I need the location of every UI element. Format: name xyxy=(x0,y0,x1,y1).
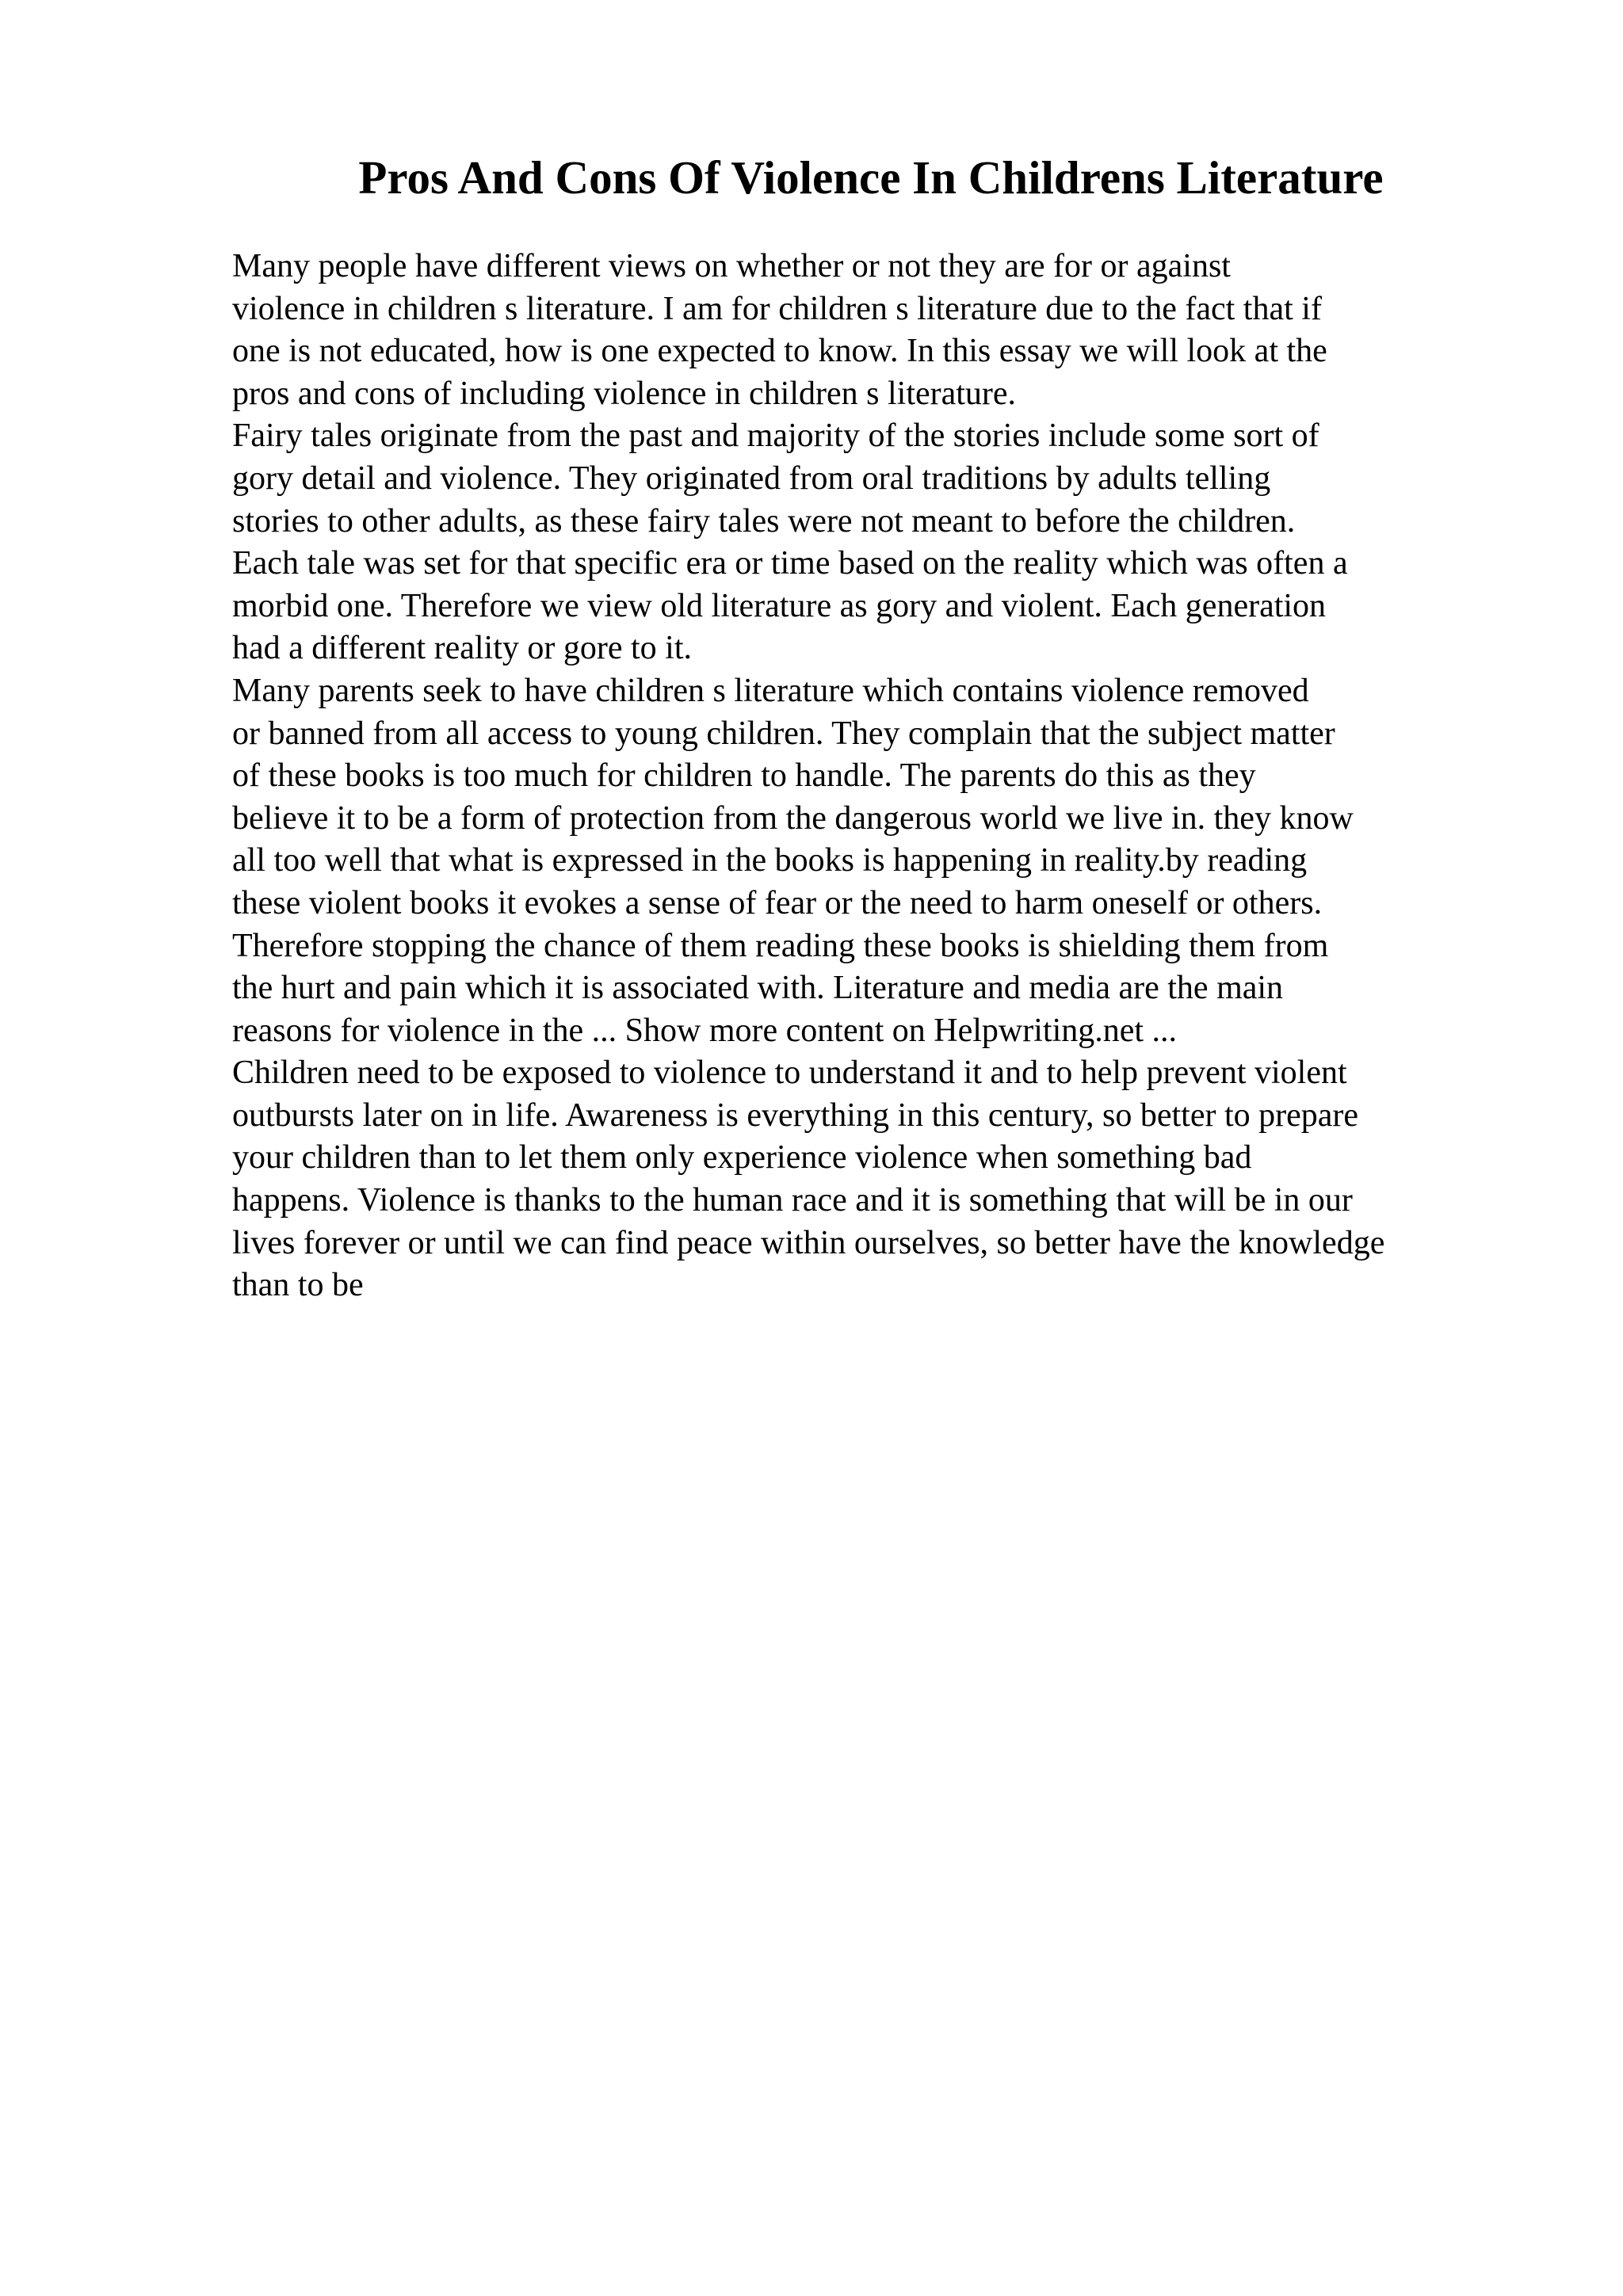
text-line: Many people have different views on whether or not they are for or against xyxy=(232,248,1231,284)
text-line: lives forever or until we can find peace within ourselves, so better have the knowledge xyxy=(232,1224,1385,1261)
text-line: Therefore stopping the chance of them reading these books is shielding them from xyxy=(232,927,1329,964)
text-line: outbursts later on in life. Awareness is everything in this century, so better to prepare xyxy=(232,1097,1359,1134)
text-line: gory detail and violence. They originated from oral traditions by adults telling xyxy=(232,460,1271,497)
text-line: stories to other adults, as these fairy tales were not meant to before the children. xyxy=(232,502,1296,540)
text-line: the hurt and pain which it is associated with. Literature and media are the main xyxy=(232,970,1284,1007)
text-line: happens. Violence is thanks to the human race and it is something that will be in our xyxy=(232,1182,1353,1219)
text-line: morbid one. Therefore we view old literature as gory and violent. Each generation xyxy=(232,587,1327,624)
text-line: pros and cons of including violence in children s literature. xyxy=(232,375,1017,412)
text-line: one is not educated, how is one expected to know. In this essay we will look at the xyxy=(232,333,1327,370)
text-line: these violent books it evokes a sense of fear or the need to harm oneself or others. xyxy=(232,884,1323,921)
text-line: or banned from all access to young children. They complain that the subject matter xyxy=(232,715,1335,752)
text-line: Each tale was set for that specific era or time based on the reality which was often a xyxy=(232,545,1348,582)
text-line: believe it to be a form of protection from the dangerous world we live in. they know xyxy=(232,799,1354,837)
document-body xyxy=(232,246,1540,1307)
text-line: of these books is too much for children to handle. The parents do this as they xyxy=(232,757,1256,795)
text-line: your children than to let them only experience violence when something bad xyxy=(232,1139,1252,1177)
text-line: violence in children s literature. I am for children s literature due to the fact that if xyxy=(232,290,1322,327)
text-line: had a different reality or gore to it. xyxy=(232,630,693,667)
document-title: Pros And Cons Of Violence In Childrens Literature xyxy=(358,151,1384,204)
text-line: Fairy tales originate from the past and majority of the stories include some sort of xyxy=(232,418,1319,455)
text-line: all too well that what is expressed in the books is happening in reality.by reading xyxy=(232,842,1308,879)
text-line: than to be xyxy=(232,1267,364,1304)
text-line: reasons for violence in the ... Show more content on Helpwriting.net ... xyxy=(232,1012,1178,1049)
text-line: Many parents seek to have children s literature which contains violence removed xyxy=(232,672,1309,709)
text-line: Children need to be exposed to violence to understand it and to help prevent violent xyxy=(232,1055,1347,1092)
